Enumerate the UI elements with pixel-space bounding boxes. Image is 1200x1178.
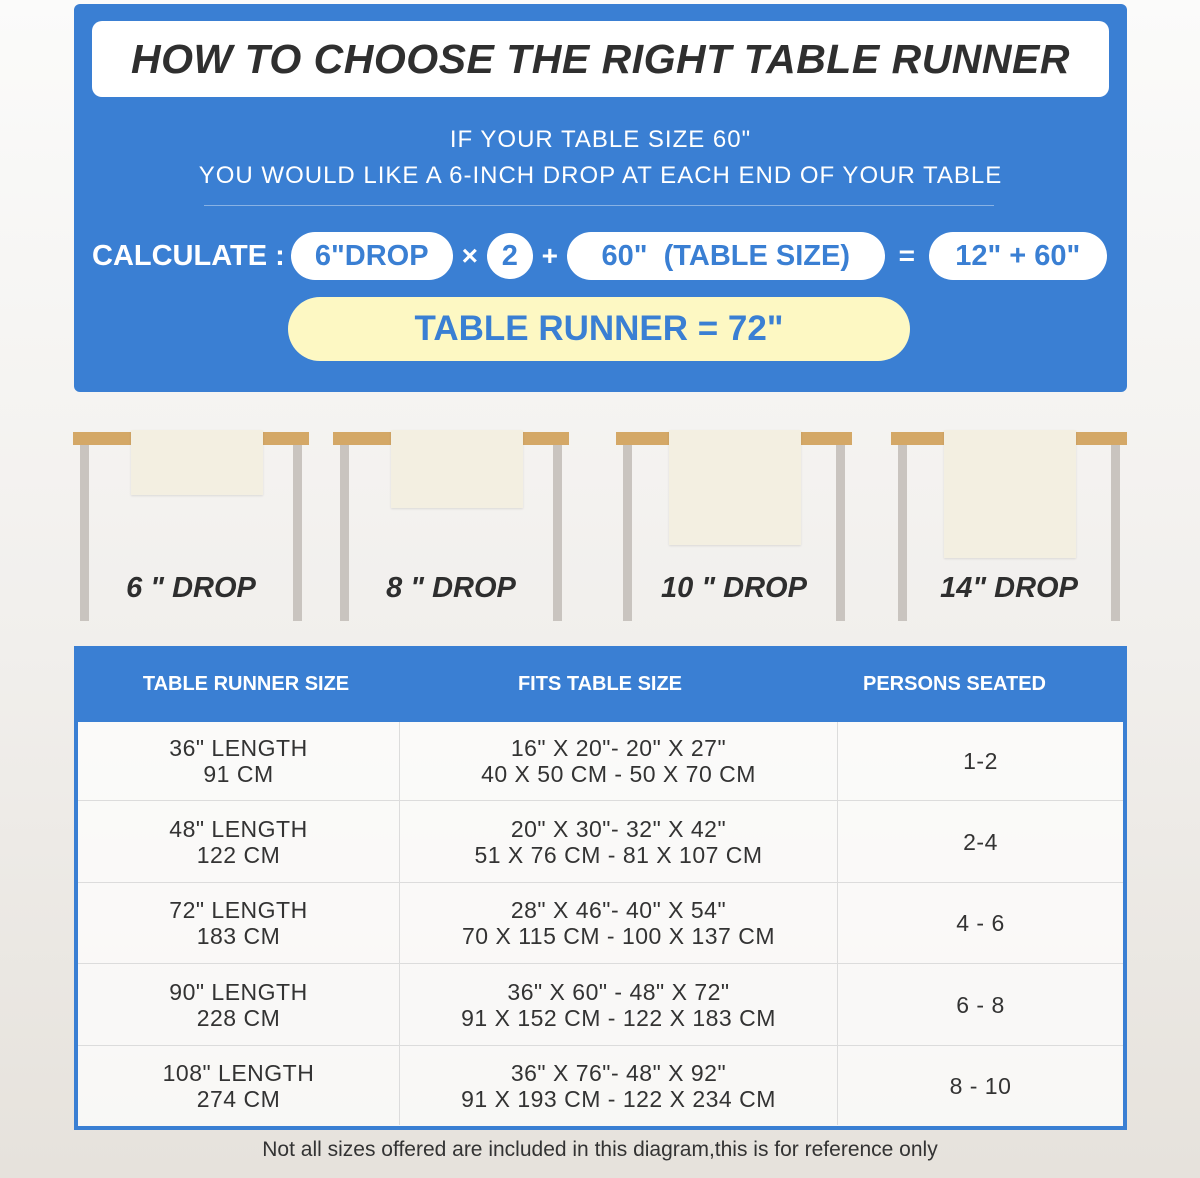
table-row bbox=[78, 963, 1123, 1045]
table-size-pill: 60" (TABLE SIZE) bbox=[567, 232, 885, 280]
calculation-panel bbox=[74, 4, 1127, 392]
footnote: Not all sizes offered are included in this diagram,this is for reference only bbox=[262, 1138, 938, 1161]
length-cm: 228 CM bbox=[196, 1004, 281, 1031]
persons-seated: 1-2 bbox=[963, 748, 998, 774]
intro-line-2: YOU WOULD LIKE A 6-INCH DROP AT EACH END OF YOUR TABLE bbox=[198, 162, 1003, 189]
runner-size-cell bbox=[78, 801, 400, 882]
persons-cell bbox=[838, 1046, 1123, 1125]
persons-seated: 6 - 8 bbox=[956, 991, 1005, 1018]
size-table bbox=[74, 646, 1127, 1130]
table-header bbox=[74, 646, 1127, 722]
fits-inches: 28" X 46"- 40" X 54" bbox=[510, 897, 727, 923]
table-row bbox=[78, 800, 1123, 882]
drop-label: 10 " DROP bbox=[661, 572, 807, 604]
header-runner-size: TABLE RUNNER SIZE bbox=[142, 672, 350, 695]
drop-label: 8 " DROP bbox=[386, 572, 516, 604]
length-cm: 183 CM bbox=[196, 923, 281, 949]
runner bbox=[669, 430, 801, 545]
length-inches: 90" LENGTH bbox=[169, 978, 308, 1005]
runner-size-cell bbox=[78, 964, 400, 1045]
fits-cm: 40 X 50 CM - 50 X 70 CM bbox=[481, 761, 756, 787]
runner bbox=[944, 430, 1076, 558]
page-title: HOW TO CHOOSE THE RIGHT TABLE RUNNER bbox=[92, 21, 1109, 97]
fits-table-cell bbox=[400, 722, 838, 800]
fits-table-cell bbox=[400, 964, 838, 1045]
length-cm: 91 CM bbox=[203, 761, 274, 787]
calculation-row bbox=[92, 232, 1107, 280]
multiplier-pill: 2 bbox=[487, 233, 533, 279]
fits-inches: 36" X 76"- 48" X 92" bbox=[510, 1059, 727, 1086]
fits-cm: 51 X 76 CM - 81 X 107 CM bbox=[474, 841, 763, 868]
persons-seated: 8 - 10 bbox=[949, 1072, 1012, 1099]
equals-sign: = bbox=[898, 240, 915, 271]
header-fits-table: FITS TABLE SIZE bbox=[517, 672, 683, 695]
header-persons: PERSONS SEATED bbox=[863, 672, 1046, 695]
fits-inches: 36" X 60" - 48" X 72" bbox=[507, 978, 730, 1005]
length-cm: 122 CM bbox=[196, 841, 281, 868]
drop-diagram-6 bbox=[73, 432, 309, 622]
runner bbox=[391, 430, 523, 508]
drop-pill: 6"DROP bbox=[291, 232, 453, 280]
fits-cm: 70 X 115 CM - 100 X 137 CM bbox=[462, 923, 775, 949]
runner-size-cell bbox=[78, 722, 400, 800]
fits-inches: 20" X 30"- 32" X 42" bbox=[510, 815, 727, 842]
fits-table-cell bbox=[400, 883, 838, 963]
persons-cell bbox=[838, 801, 1123, 882]
drop-label: 14" DROP bbox=[940, 572, 1078, 604]
length-cm: 274 CM bbox=[196, 1085, 281, 1112]
drop-diagram-8 bbox=[333, 432, 569, 622]
table-row bbox=[78, 882, 1123, 963]
fits-table-cell bbox=[400, 801, 838, 882]
persons-cell bbox=[838, 964, 1123, 1045]
fits-cm: 91 X 193 CM - 122 X 234 CM bbox=[461, 1085, 776, 1112]
plus-sign: + bbox=[541, 240, 558, 271]
runner bbox=[131, 430, 263, 495]
runner-size-cell bbox=[78, 1046, 400, 1125]
drop-diagram-10 bbox=[616, 432, 852, 622]
persons-cell bbox=[838, 722, 1123, 800]
persons-seated: 2-4 bbox=[963, 828, 998, 855]
table-row bbox=[78, 1045, 1123, 1125]
fits-table-cell bbox=[400, 1046, 838, 1125]
length-inches: 48" LENGTH bbox=[169, 815, 308, 842]
persons-cell bbox=[838, 883, 1123, 963]
table-row bbox=[78, 722, 1123, 800]
drop-diagram-14 bbox=[891, 432, 1127, 622]
calculate-label: CALCULATE : bbox=[92, 239, 285, 272]
intro-line-1: IF YOUR TABLE SIZE 60" bbox=[449, 126, 752, 153]
times-sign: × bbox=[461, 240, 478, 271]
fits-inches: 16" X 20"- 20" X 27" bbox=[510, 735, 727, 761]
fits-cm: 91 X 152 CM - 122 X 183 CM bbox=[461, 1004, 776, 1031]
length-inches: 72" LENGTH bbox=[169, 897, 308, 923]
length-inches: 36" LENGTH bbox=[169, 735, 308, 761]
persons-seated: 4 - 6 bbox=[956, 910, 1005, 936]
drop-label: 6 " DROP bbox=[126, 572, 256, 604]
divider bbox=[204, 205, 994, 206]
runner-size-cell bbox=[78, 883, 400, 963]
result-pill: TABLE RUNNER = 72" bbox=[288, 297, 910, 361]
length-inches: 108" LENGTH bbox=[162, 1059, 315, 1086]
sum-pill: 12" + 60" bbox=[929, 232, 1107, 280]
